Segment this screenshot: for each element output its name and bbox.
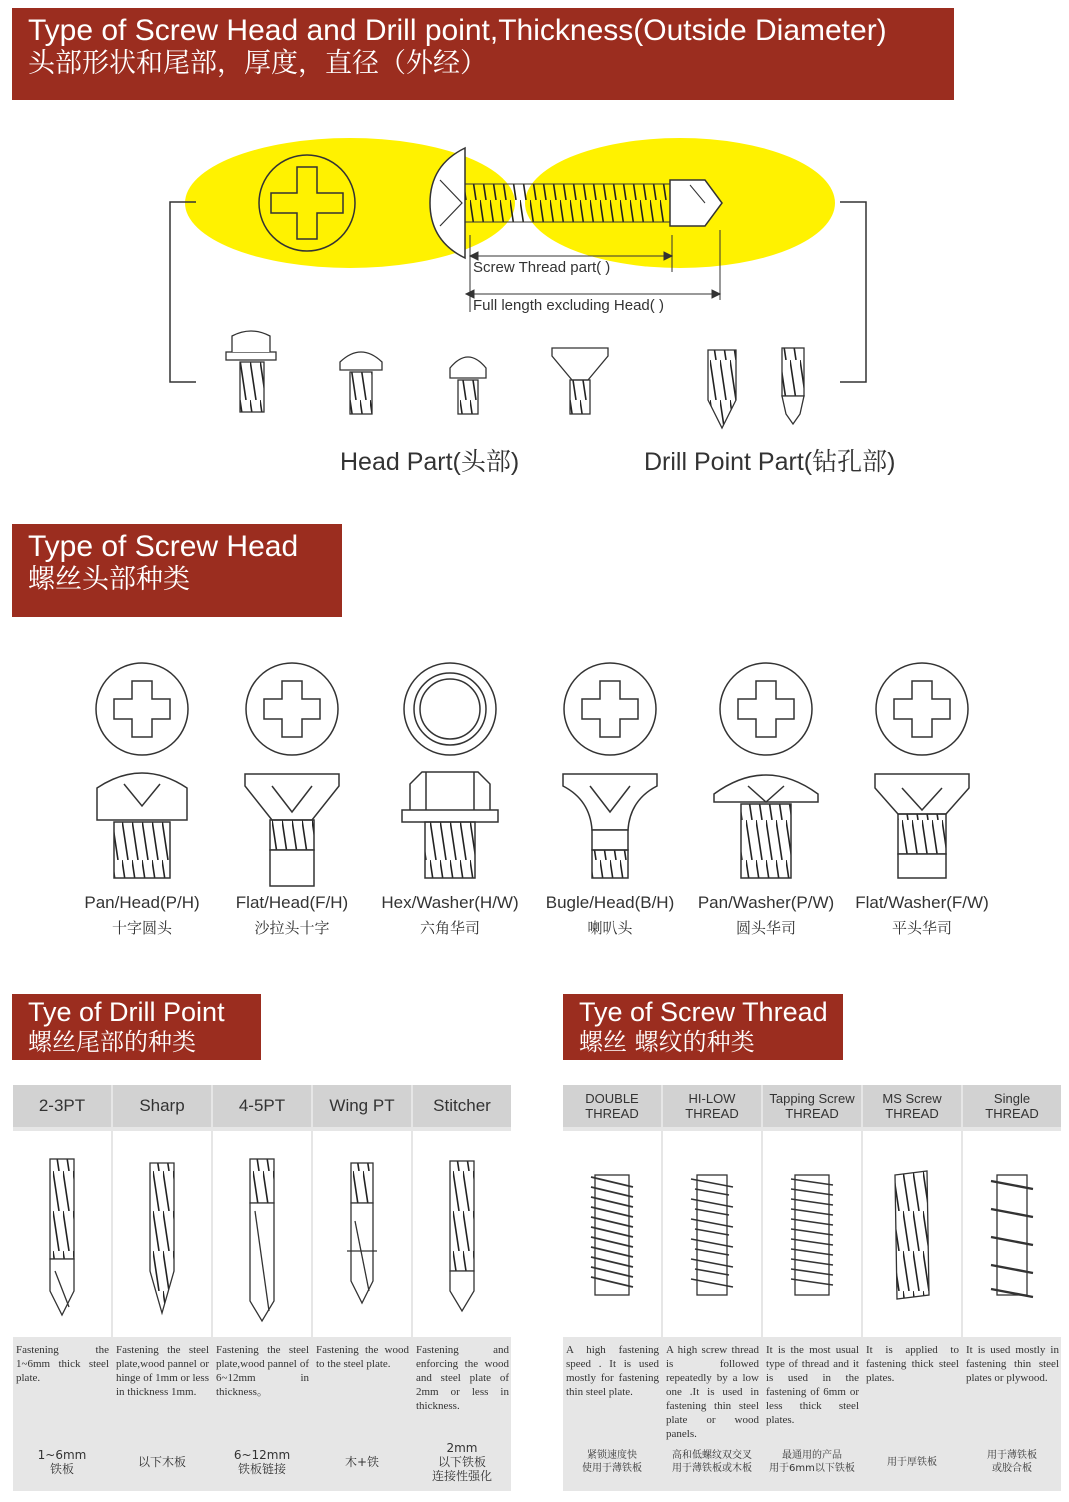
head-type-cn: 六角华司 (419, 919, 480, 937)
column-description: Fastening the steel plate,wood pannel or hinge of 1mm or less in thickness 1mm. (116, 1344, 209, 1398)
column-header: 2-3PT (13, 1085, 111, 1127)
head-type-cn: 沙拉头十字 (254, 919, 330, 937)
drill-point-col-stitcher (413, 1085, 511, 1491)
banner-title-en: Type of Screw Head and Drill point,Thickness(Outside Diameter) (28, 14, 887, 47)
pan-washer-icon (714, 775, 818, 878)
head-type-pan-head (62, 660, 222, 950)
drill-point-col-wing-pt (313, 1085, 411, 1491)
section-banner-screw-head (12, 524, 342, 617)
left-bracket (170, 202, 196, 382)
column-description: A high fastening speed . It is used mostly for fastening thin steel plate. (566, 1344, 659, 1398)
double-thread-icon (563, 1131, 661, 1337)
column-description: Fastening and enforcing the wood and steel plate of 2mm or less in thickness. (416, 1344, 509, 1412)
cross-icon (246, 663, 338, 755)
thread-col-tapping (763, 1085, 861, 1491)
column-header: 4-5PT (213, 1085, 311, 1127)
hi-low-thread-icon (663, 1131, 761, 1337)
head-type-name: Pan/Washer(P/W) (697, 893, 835, 912)
column-footer: 最通用的产品 用于6mm以下铁板 (769, 1450, 855, 1474)
column-description: It is the most usual type of thread and it is used in the fastening of 6mm or less thick steel plates. (766, 1344, 859, 1426)
head-type-cn: 圆头华司 (735, 919, 796, 937)
column-footer: 1~6mm 铁板 (37, 1448, 87, 1476)
head-type-cn: 十字圆头 (111, 919, 172, 937)
banner-title-en: Tye of Drill Point (28, 997, 225, 1027)
pan-head-screw-small (450, 357, 486, 414)
section-banner-screw-thread (563, 994, 843, 1060)
column-header: Single THREAD (963, 1085, 1061, 1127)
head-type-name: Bugle/Head(B/H) (545, 893, 675, 912)
cross-icon (720, 663, 812, 755)
banner-title-en: Tye of Screw Thread (579, 997, 828, 1027)
thread-col-hi-low (663, 1085, 761, 1491)
column-header: Tapping Screw THREAD (763, 1085, 861, 1127)
column-footer: 用于厚铁板 (887, 1456, 937, 1468)
head-type-pan-washer (686, 660, 846, 950)
column-description: Fastening the 1~6mm thick steel plate. (16, 1344, 109, 1384)
column-footer: 2mm 以下铁板 连接性强化 (431, 1441, 492, 1483)
section-banner-screw-head-drill (12, 8, 954, 100)
thread-part-label: Screw Thread part( ) (473, 259, 611, 276)
drill-wing-icon (313, 1131, 411, 1337)
double-ring-icon (404, 663, 496, 755)
bugle-head-icon (563, 774, 657, 878)
full-length-label: Full length excluding Head( ) (473, 297, 664, 314)
screw-thread-table (563, 1085, 1061, 1491)
banner-title-zh: 螺丝头部种类 (28, 564, 190, 595)
cross-icon (876, 663, 968, 755)
column-description: Fastening the steel plate,wood pannel of 6~12mm in thickness。 (216, 1344, 309, 1398)
flat-head-icon (245, 774, 339, 886)
thread-col-single (963, 1085, 1061, 1491)
column-footer: 紧锁速度快 使用于薄铁板 (582, 1450, 642, 1474)
thread-col-double (563, 1085, 661, 1491)
sharp-point-screw-small (708, 350, 736, 428)
column-footer: 用于薄铁板 或胶合板 (987, 1450, 1037, 1474)
pan-washer-screw-small (340, 352, 382, 414)
pan-head-icon (97, 773, 187, 878)
hex-washer-icon (402, 772, 498, 878)
drill-2-3pt-icon (13, 1131, 111, 1337)
drill-point-col-sharp (113, 1085, 211, 1491)
column-description: A high screw thread is followed repeatedly by a low one .It is used in fastening thin steel plate or wood panels. (666, 1344, 759, 1440)
column-footer: 6~12mm 铁板链接 (233, 1448, 291, 1476)
banner-title-zh: 螺丝尾部的种类 (28, 1028, 196, 1056)
cross-icon (564, 663, 656, 755)
head-type-name: Flat/Head(F/H) (235, 893, 349, 912)
column-header: Sharp (113, 1085, 211, 1127)
banner-title-en: Type of Screw Head (28, 530, 299, 563)
drill-stitcher-icon (413, 1131, 511, 1337)
head-part-caption: Head Part(头部) (340, 448, 520, 476)
column-description: It is used mostly in fastening thin steel plates or plywood. (966, 1344, 1059, 1384)
drill-point-table (13, 1085, 511, 1491)
right-bracket (840, 202, 866, 382)
head-type-name: Flat/Washer(F/W) (855, 893, 989, 912)
head-type-cn: 平头华司 (891, 919, 952, 937)
screw-anatomy-diagram (0, 120, 1069, 440)
column-header: Stitcher (413, 1085, 511, 1127)
tapping-thread-icon (763, 1131, 861, 1337)
flat-head-screw-small (552, 348, 608, 414)
head-type-name: Pan/Head(P/H) (84, 893, 200, 912)
column-description: Fastening the wood to the steel plate. (316, 1344, 409, 1370)
drill-point-caption: Drill Point Part(钻孔部) (644, 448, 896, 476)
banner-title-zh: 螺丝 螺纹的种类 (579, 1028, 755, 1056)
head-type-flat-washer (842, 660, 1002, 950)
head-type-flat-head (212, 660, 372, 950)
single-thread-icon (963, 1131, 1061, 1337)
drill-sharp-icon (113, 1131, 211, 1337)
column-header: Wing PT (313, 1085, 411, 1127)
head-type-hex-washer (370, 660, 530, 950)
drill-point-screw-small (782, 348, 804, 424)
head-type-name: Hex/Washer(H/W) (381, 893, 519, 912)
column-header: DOUBLE THREAD (563, 1085, 661, 1127)
thread-col-ms-screw (863, 1085, 961, 1491)
column-description: It is applied to fastening thick steel plates. (866, 1344, 959, 1384)
drill-point-col-2-3pt (13, 1085, 111, 1491)
section-banner-drill-point (12, 994, 261, 1060)
banner-title-zh: 头部形状和尾部，厚度，直径（外经） (28, 48, 487, 79)
column-header: HI-LOW THREAD (663, 1085, 761, 1127)
screw-head-types (62, 660, 1002, 950)
drill-4-5pt-icon (213, 1131, 311, 1337)
column-footer: 高和低螺纹双交叉 用于薄铁板或木板 (672, 1450, 752, 1474)
drill-point-col-4-5pt (213, 1085, 311, 1491)
flat-washer-icon (875, 774, 969, 878)
hex-washer-screw-small (226, 331, 276, 412)
head-type-bugle-head (530, 660, 690, 950)
head-type-cn: 喇叭头 (587, 919, 633, 937)
cross-icon (96, 663, 188, 755)
column-header: MS Screw THREAD (863, 1085, 961, 1127)
column-footer: 以下木板 (137, 1455, 186, 1469)
column-footer: 木+铁 (344, 1455, 380, 1469)
ms-thread-icon (863, 1131, 961, 1337)
